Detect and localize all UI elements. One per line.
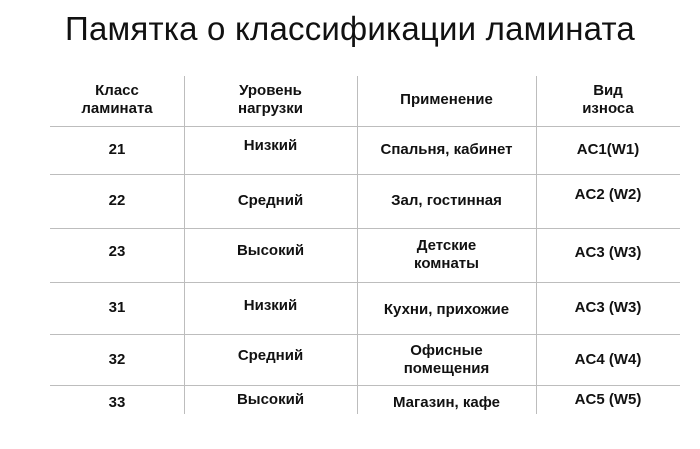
cell-usage: Спальня, кабинет — [380, 141, 513, 158]
cell-class: 31 — [108, 299, 126, 316]
cell-load: Низкий — [243, 297, 298, 314]
header-class — [50, 74, 184, 126]
cell-wear: AC2 (W2) — [574, 186, 642, 203]
page-title: Памятка о классификации ламината — [65, 10, 635, 47]
header-wear — [536, 74, 680, 126]
cell-wear: AC1(W1) — [576, 141, 640, 158]
cell-usage-line1: Офисные — [410, 341, 483, 359]
cell-load: Низкий — [243, 137, 298, 154]
header-usage-line1: Применение — [400, 91, 493, 108]
cell-load: Высокий — [236, 242, 305, 259]
header-load-line1: Уровень — [239, 82, 302, 99]
cell-usage-line2: комнаты — [414, 255, 479, 272]
cell-class: 33 — [108, 393, 126, 411]
cell-class: 23 — [108, 243, 126, 260]
cell-wear: AC3 (W3) — [574, 244, 642, 261]
header-load-line2: нагрузки — [238, 100, 303, 117]
cell-load: Средний — [237, 192, 304, 209]
cell-load: Средний — [237, 347, 304, 364]
header-class-line2: ламината — [81, 100, 153, 117]
cell-usage — [357, 228, 536, 282]
header-wear-line1: Вид — [593, 82, 623, 99]
cell-wear: AC5 (W5) — [574, 390, 642, 408]
cell-usage — [357, 334, 536, 385]
header-wear-line2: износа — [582, 100, 634, 117]
header-usage — [357, 74, 536, 126]
cell-class: 21 — [108, 141, 126, 158]
laminate-classification-table — [50, 70, 680, 420]
cell-load: Высокий — [236, 390, 305, 408]
cell-usage: Кухни, прихожие — [383, 301, 510, 318]
cell-wear: AC4 (W4) — [574, 350, 642, 368]
cell-usage: Зал, гостинная — [391, 192, 502, 209]
header-load — [184, 74, 357, 126]
cell-usage-line2: помещения — [403, 359, 490, 377]
cell-class: 32 — [108, 350, 126, 368]
cell-class: 22 — [108, 192, 126, 209]
cell-usage-line1: Детские — [416, 237, 477, 254]
header-class-line1: Класс — [95, 82, 139, 99]
cell-wear: AC3 (W3) — [574, 299, 642, 316]
cell-usage: Магазин, кафе — [393, 393, 500, 411]
